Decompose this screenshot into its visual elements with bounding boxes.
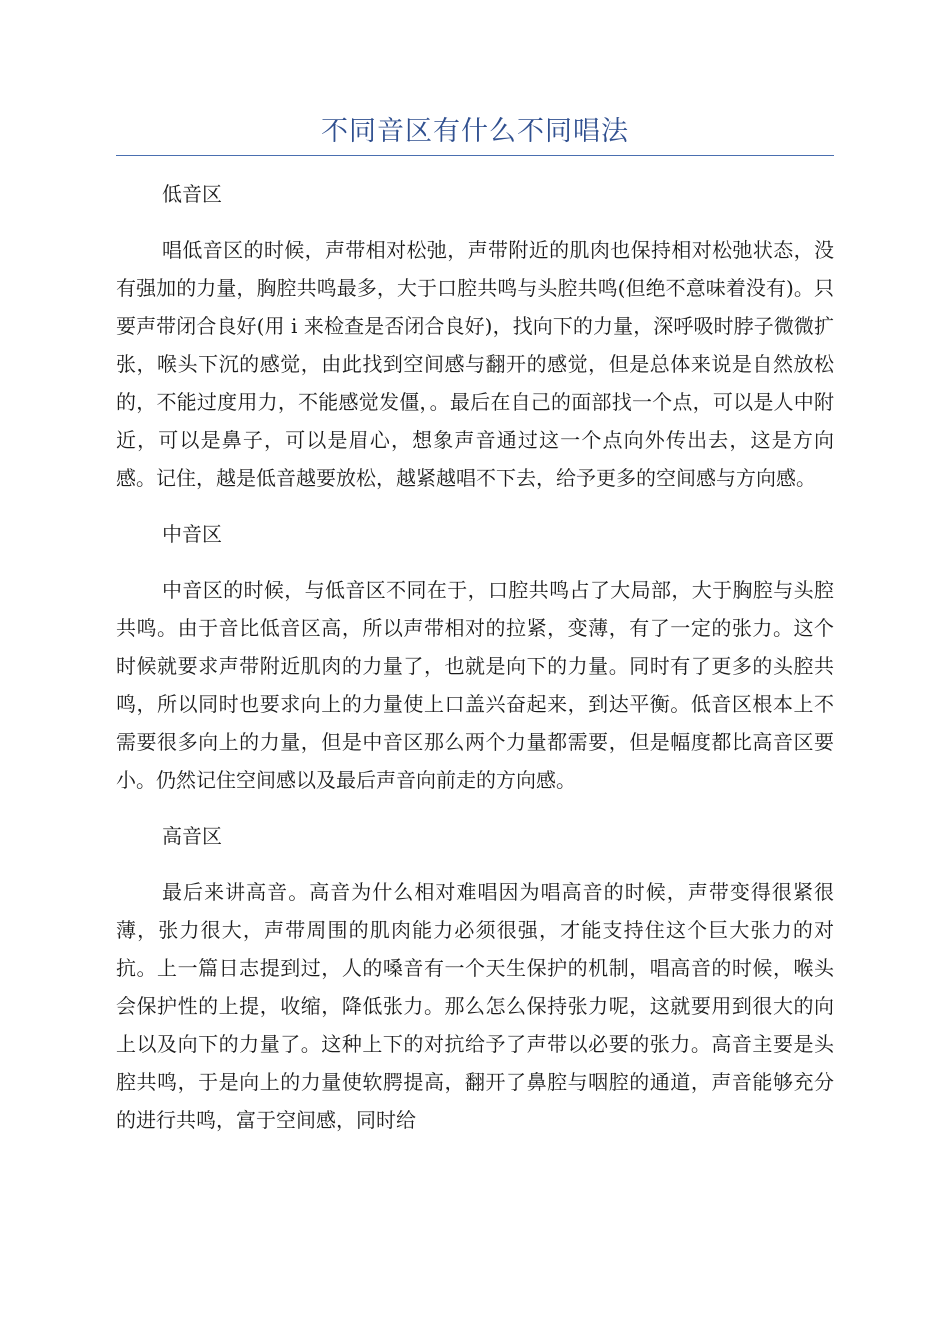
section-heading-low: 低音区	[162, 182, 222, 206]
section-paragraph-high: 最后来讲高音。高音为什么相对难唱因为唱高音的时候，声带变得很紧很薄，张力很大，声带周围的肌肉能力必须很强，才能支持住这个巨大张力的对抗。上一篇日志提到过，人的嗓音有一个天生保护的机制，唱高音的时候，喉头会保护性的上提，收缩，降低张力。那么怎么保持张力呢，这就要用到很大的向上以及向下的力量了。这种上下的对抗给予了声带以必要的张力。高音主要是头腔共鸣，于是向上的力量使软腭提高，翻开了鼻腔与咽腔的通道，声音能够充分的进行共鸣，富于空间感，同时给	[116, 880, 834, 1132]
page-title: 不同音区有什么不同唱法	[321, 116, 629, 147]
section-heading-high: 高音区	[162, 824, 222, 848]
section-heading-mid: 中音区	[162, 522, 222, 546]
document-body	[116, 175, 834, 1139]
section-paragraph-mid: 中音区的时候，与低音区不同在于，口腔共鸣占了大局部，大于胸腔与头腔共鸣。由于音比低音区高，所以声带相对的拉紧，变薄，有了一定的张力。这个时候就要求声带附近肌肉的力量了，也就是向下的力量。同时有了更多的头腔共鸣，所以同时也要求向上的力量使上口盖兴奋起来，到达平衡。低音区根本上不需要很多向上的力量，但是中音区那么两个力量都需要，但是幅度都比高音区要小。仍然记住空间感以及最后声音向前走的方向感。	[116, 578, 834, 792]
section-paragraph-low: 唱低音区的时候，声带相对松弛，声带附近的肌肉也保持相对松弛状态，没有强加的力量，胸腔共鸣最多，大于口腔共鸣与头腔共鸣(但绝不意味着没有)。只要声带闭合良好(用 i 来检查是否闭合良好)，找向下的力量，深呼吸时脖子微微扩张，喉头下沉的感觉，由此找到空间感与翻开的感觉，但是总体来说是自然放松的，不能过度用力，不能感觉发僵，。最后在自己的面部找一个点，可以是人中附近，可以是鼻子，可以是眉心，想象声音通过这一个点向外传出去，这是方向感。记住，越是低音越要放松，越紧越唱不下去，给予更多的空间感与方向感。	[116, 238, 834, 490]
title-underline	[116, 155, 834, 156]
